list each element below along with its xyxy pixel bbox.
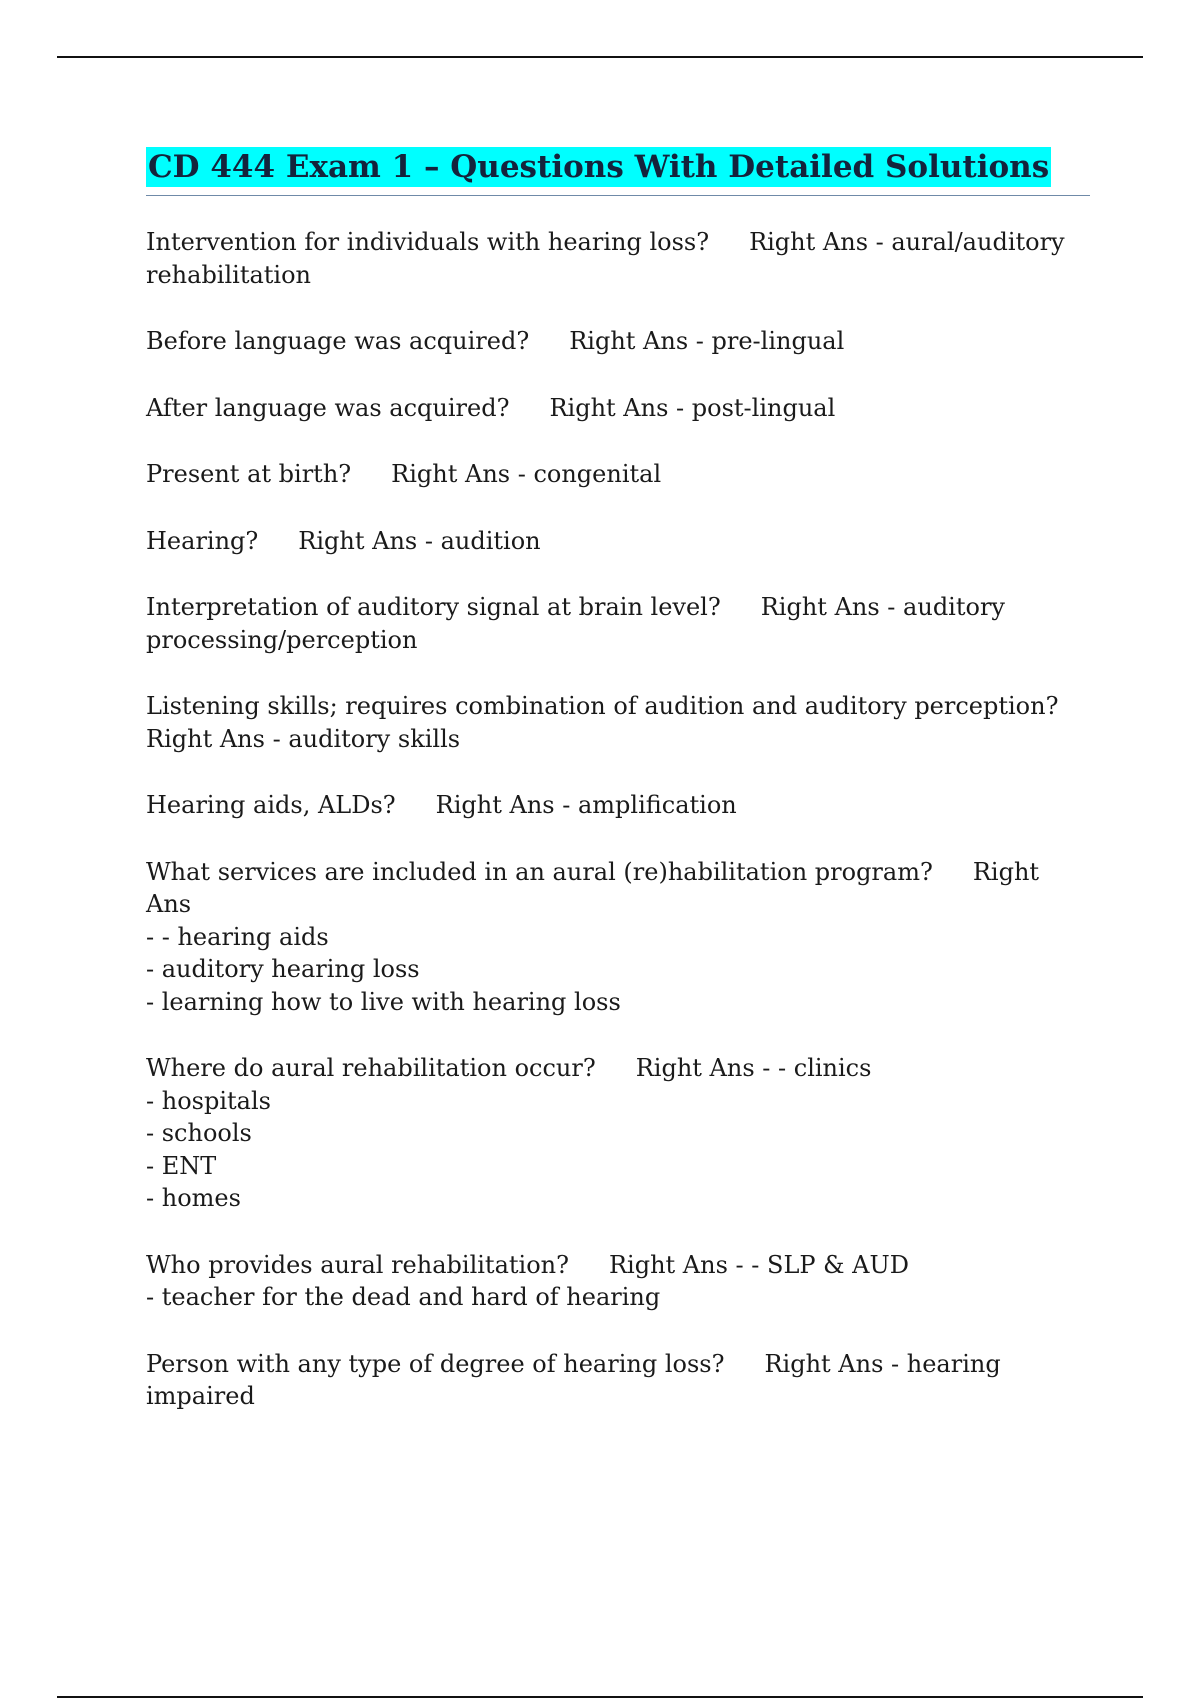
answer-text: Right Ans - - clinics [635,1054,872,1082]
answer-continuation: rehabilitation [146,260,312,289]
answer-text: Right Ans - aural/auditory [749,228,1065,256]
qa-item [146,392,1090,425]
answer-list-item: - teacher for the dead and hard of hearing [146,1283,661,1311]
qa-item [146,1249,1090,1314]
question-text: What services are included in an aural (re)habilitation program? [146,857,933,886]
answer-list-item: - schools [146,1119,252,1147]
answer-text: Right Ans - auditory skills [146,724,461,753]
title-block [146,147,1090,196]
answer-list-item: - hospitals [146,1086,271,1115]
question-text: Hearing? [146,526,259,555]
answer-text: Right Ans - amplification [435,791,737,819]
question-text: Interpretation of auditory signal at brain level? [146,593,721,621]
qa-item [146,458,1090,491]
document-title: CD 444 Exam 1 – Questions With Detailed Solutions [148,149,1050,185]
question-text: Person with any type of degree of hearing loss? [146,1349,725,1378]
qa-item [146,226,1090,291]
question-text: Present at birth? [146,460,352,488]
qa-item [146,789,1090,822]
page-top-rule [57,56,1143,58]
answer-text: Right Ans - hearing [764,1349,1001,1378]
answer-continuation: processing/perception [146,625,418,654]
answer-text: Right Ans - pre-lingual [569,327,845,355]
document-body [146,147,1090,1447]
answer-continuation: impaired [146,1382,255,1410]
answer-list-item: - auditory hearing loss [146,955,420,983]
answer-list-item: - - hearing aids [146,922,329,951]
qa-item [146,325,1090,358]
qa-item [146,1348,1090,1413]
question-text: Where do aural rehabilitation occur? [146,1054,596,1082]
answer-text: Right Ans - post-lingual [549,393,836,422]
answer-text: Right Ans - congenital [391,460,662,488]
question-text: Who provides aural rehabilitation? [146,1250,569,1279]
answer-text: Right Ans - - SLP & AUD [608,1250,909,1279]
question-text: Listening skills; requires combination of audition and auditory perception? [146,692,1059,720]
qa-item [146,591,1090,656]
question-text: Hearing aids, ALDs? [146,791,396,819]
question-text: After language was acquired? [146,393,510,422]
qa-item [146,1052,1090,1215]
qa-item [146,525,1090,558]
answer-list-item: - ENT [146,1151,217,1180]
answer-text: Right Ans - auditory [760,593,1005,621]
qa-item [146,690,1090,755]
answer-list-item: - learning how to live with hearing loss [146,987,621,1016]
question-text: Before language was acquired? [146,327,530,355]
answer-text: Right Ans - audition [298,526,541,555]
question-text: Intervention for individuals with hearing loss? [146,228,710,256]
page-bottom-rule [57,1696,1143,1698]
answer-list-item: - homes [146,1184,241,1212]
answer-text: Right Ans [146,857,1047,918]
qa-item [146,856,1090,1019]
